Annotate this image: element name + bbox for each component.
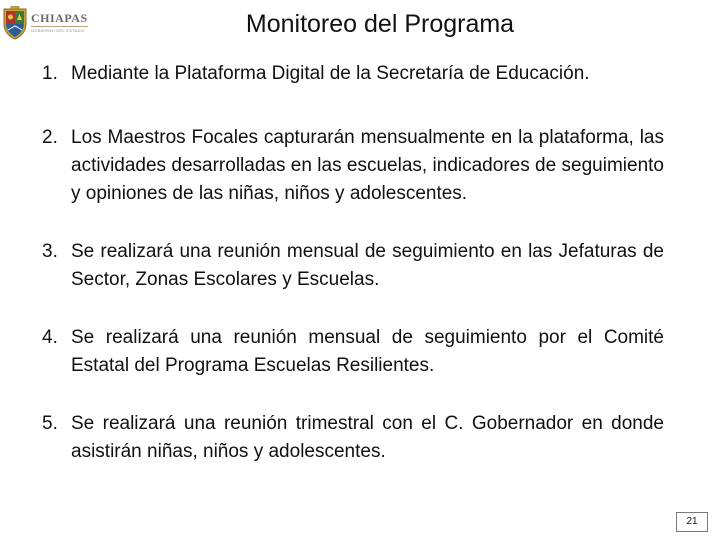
list-item — [42, 238, 664, 294]
item-number: 3. — [42, 241, 58, 262]
item-text: Los Maestros Focales capturarán mensualmente en la plataforma, las actividades desarrolladas en las escuelas, indicadores de seguimiento y opiniones de las niñas, niños y adolescentes. — [71, 127, 664, 204]
list-item — [42, 324, 664, 380]
item-number: 4. — [42, 327, 58, 348]
list-item — [42, 410, 664, 466]
page-title: Monitoreo del Programa — [245, 10, 515, 38]
list-item — [42, 60, 664, 88]
logo-name: CHIAPAS — [31, 11, 88, 25]
item-number: 2. — [42, 127, 58, 148]
list-item — [42, 124, 664, 208]
monitoring-steps-list — [42, 60, 664, 466]
item-text: Se realizará una reunión mensual de seguimiento por el Comité Estatal del Programa Escuelas Resilientes. — [71, 327, 664, 376]
logo-subtitle: GOBIERNO DEL ESTADO — [31, 26, 88, 34]
item-text: Mediante la Plataforma Digital de la Secretaría de Educación. — [71, 63, 590, 84]
item-text: Se realizará una reunión mensual de seguimiento en las Jefaturas de Sector, Zonas Escolares y Escuelas. — [71, 241, 664, 290]
page-number: 21 — [676, 512, 708, 532]
item-text: Se realizará una reunión trimestral con el C. Gobernador en donde asistirán niñas, niños y adolescentes. — [71, 413, 664, 462]
item-number: 5. — [42, 413, 58, 434]
item-number: 1. — [42, 63, 58, 84]
